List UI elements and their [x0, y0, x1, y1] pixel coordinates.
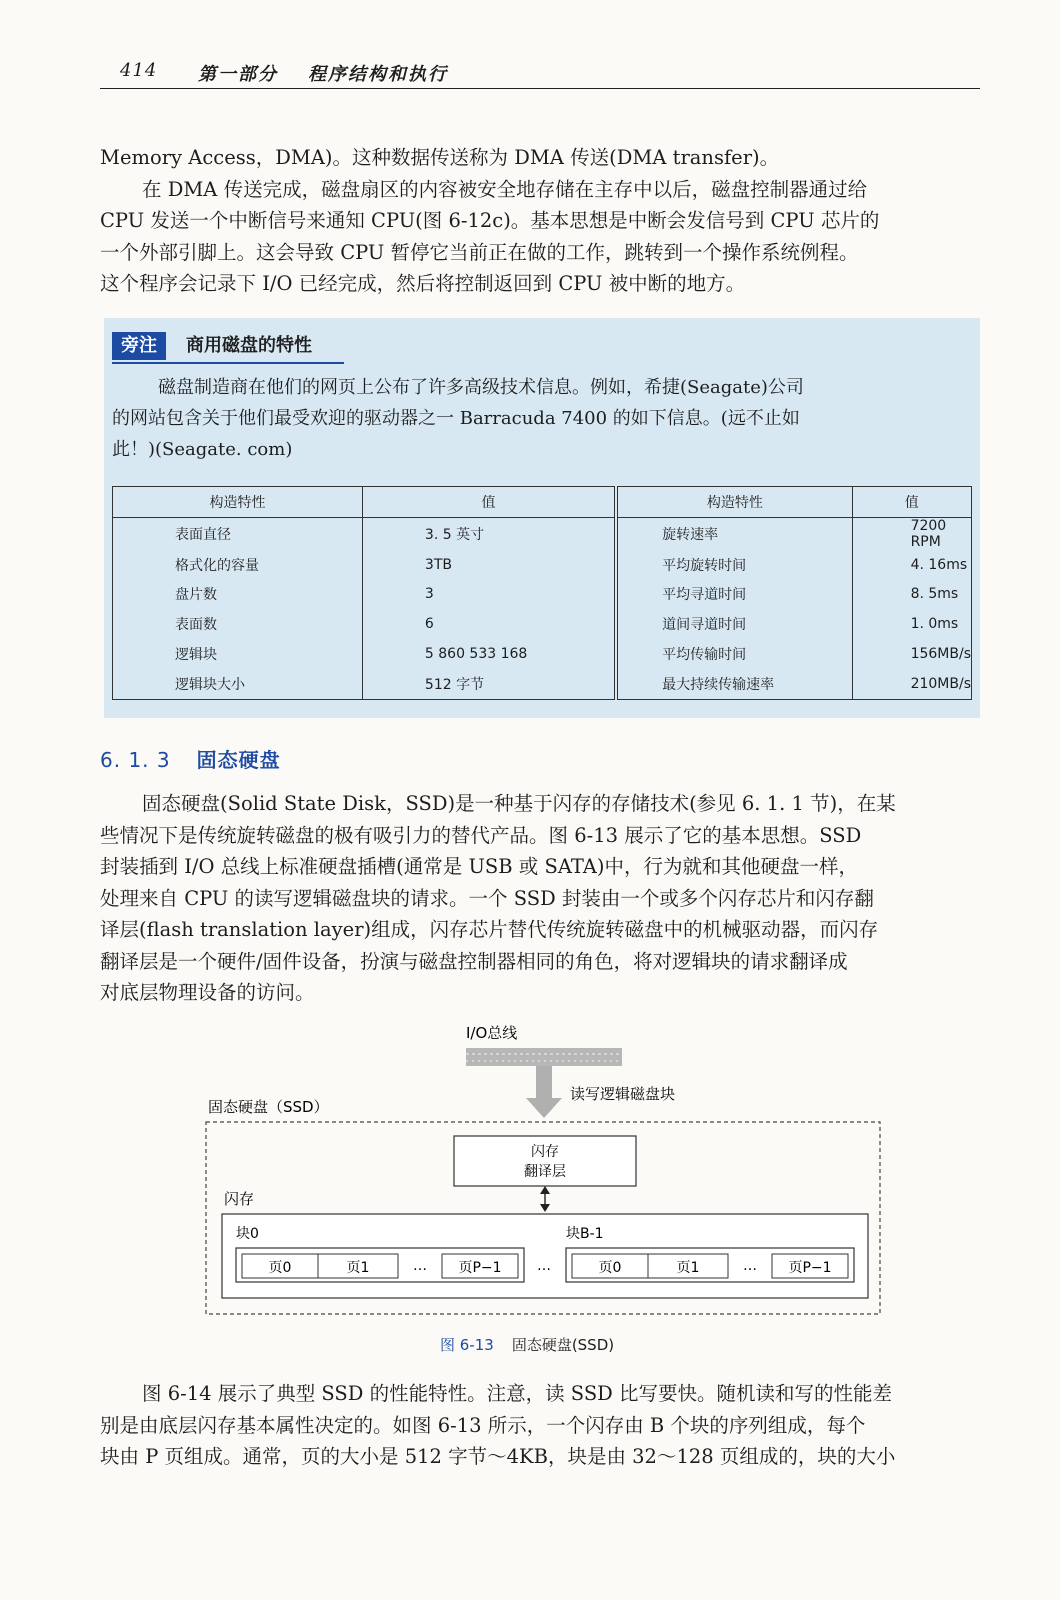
- table-cell: 7200 RPM: [910, 517, 947, 550]
- aside-line: 此！)(Seagate. com): [112, 439, 293, 460]
- table-cell: 最大持续传输速率: [616, 669, 852, 699]
- aside-text: [112, 372, 972, 465]
- table-cell: 156MB/s: [910, 646, 971, 663]
- text-line: 一个外部引脚上。这会导致 CPU 暂停它当前正在做的工作，跳转到一个操作系统例程。: [100, 240, 859, 264]
- block0-label: 块0: [236, 1226, 259, 1242]
- request-arrow-icon: [526, 1066, 562, 1118]
- table-cell: 5 860 533 168: [362, 639, 616, 669]
- part-title: 第一部分: [198, 64, 278, 85]
- flash-label: 闪存: [224, 1190, 255, 1208]
- figure-caption-text: 固态硬盘(SSD): [511, 1336, 615, 1354]
- pages-ellipsis: …: [743, 1258, 757, 1274]
- table-row: [113, 669, 972, 699]
- aside-line: 的网站包含关于他们最受欢迎的驱动器之一 Barracuda 7400 的如下信息。(远不止如: [112, 408, 800, 429]
- pageP-label: 页P−1: [458, 1260, 502, 1276]
- io-bus-label: I/O总线: [466, 1024, 518, 1042]
- table-cell: 6: [362, 609, 616, 639]
- blocks-ellipsis: …: [537, 1258, 551, 1274]
- table-row: [113, 609, 972, 639]
- page-number: 414: [120, 60, 158, 81]
- table-cell: 表面直径: [113, 517, 363, 550]
- table-header: 值: [852, 487, 971, 518]
- performance-paragraph: [100, 1378, 980, 1473]
- arrow-up-icon: [540, 1186, 550, 1194]
- section-number: 6. 1. 3: [100, 748, 171, 772]
- table-cell: 512 字节: [362, 669, 616, 699]
- table-cell: 3. 5 英寸: [362, 517, 616, 550]
- chapter-title: 程序结构和执行: [308, 64, 448, 85]
- table-cell: 1. 0ms: [910, 616, 959, 633]
- table-cell: 4. 16ms: [910, 556, 968, 573]
- io-bus-bar: [466, 1048, 622, 1066]
- disk-spec-table: [112, 486, 972, 700]
- table-cell: 8. 5ms: [910, 586, 959, 603]
- figure-caption: [440, 1334, 614, 1355]
- running-header: [100, 58, 980, 89]
- text-line: CPU 发送一个中断信号来通知 CPU(图 6-12c)。基本思想是中断会发信号到 CPU 芯片的: [100, 209, 880, 232]
- text-line: Memory Access，DMA)。这种数据传送称为 DMA 传送(DMA transfer)。: [100, 146, 780, 169]
- text-line: 翻译层是一个硬件/固件设备，扮演与磁盘控制器相同的角色，将对逻辑块的请求翻译成: [100, 949, 848, 973]
- table-cell: 210MB/s: [910, 675, 971, 692]
- ssd-diagram: [190, 1018, 890, 1330]
- text-line: 在 DMA 传送完成，磁盘扇区的内容被安全地存储在主存中以后，磁盘控制器通过给: [142, 177, 868, 201]
- pages-ellipsis: …: [413, 1258, 427, 1274]
- text-line: 处理来自 CPU 的读写逻辑磁盘块的请求。一个 SSD 封装由一个或多个闪存芯片和闪存翻: [100, 886, 874, 910]
- text-line: 块由 P 页组成。通常，页的大小是 512 字节～4KB，块是由 32～128 页组成的，块的大小: [100, 1445, 896, 1468]
- ftl-label-line2: 翻译层: [524, 1164, 566, 1180]
- aside-title: 商用磁盘的特性: [186, 335, 312, 356]
- text-line: 些情况下是传统旋转磁盘的极有吸引力的替代产品。图 6-13 展示了它的基本思想。SSD: [100, 823, 862, 847]
- table-cell: 旋转速率: [616, 517, 852, 550]
- page0-label: 页0: [268, 1260, 292, 1276]
- ssd-paragraph: [100, 788, 980, 1009]
- aside-box: [104, 318, 980, 718]
- table-cell: 平均传输时间: [616, 639, 852, 669]
- table-cell: 格式化的容量: [113, 550, 363, 580]
- table-header: 构造特性: [113, 487, 363, 518]
- text-line: 固态硬盘(Solid State Disk，SSD)是一种基于闪存的存储技术(参见 6. 1. 1 节)，在某: [142, 792, 896, 815]
- table-cell: 逻辑块大小: [113, 669, 363, 699]
- ssd-label: 固态硬盘（SSD）: [208, 1098, 329, 1116]
- page1-label: 页1: [346, 1260, 370, 1276]
- table-row: [113, 550, 972, 580]
- section-title: 固态硬盘: [196, 748, 281, 772]
- text-line: 图 6-14 展示了典型 SSD 的性能特性。注意，读 SSD 比写要快。随机读和写的性能差: [142, 1382, 893, 1405]
- aside-line: 磁盘制造商在他们的网页上公布了许多高级技术信息。例如，希捷(Seagate)公司: [158, 377, 804, 398]
- text-line: 这个程序会记录下 I/O 已经完成，然后将控制返回到 CPU 被中断的地方。: [100, 272, 746, 295]
- table-cell: 道间寻道时间: [616, 609, 852, 639]
- table-header: 值: [362, 487, 616, 518]
- table-cell: 逻辑块: [113, 639, 363, 669]
- request-label: 读写逻辑磁盘块: [570, 1085, 676, 1103]
- table-cell: 盘片数: [113, 580, 363, 610]
- table-row: [113, 517, 972, 550]
- text-line: 对底层物理设备的访问。: [100, 981, 315, 1004]
- table-cell: 平均旋转时间: [616, 550, 852, 580]
- table-cell: 平均寻道时间: [616, 580, 852, 610]
- intro-paragraph: [100, 142, 980, 300]
- table-cell: 表面数: [113, 609, 363, 639]
- table-cell: 3: [362, 580, 616, 610]
- ftl-label-line1: 闪存: [531, 1144, 559, 1160]
- text-line: 译层(flash translation layer)组成，闪存芯片替代传统旋转磁盘中的机械驱动器，而闪存: [100, 918, 879, 941]
- table-row: [113, 639, 972, 669]
- aside-rule: [112, 362, 344, 364]
- text-line: 别是由底层闪存基本属性决定的。如图 6-13 所示，一个闪存由 B 个块的序列组成，每个: [100, 1413, 866, 1437]
- pageP-label: 页P−1: [788, 1260, 832, 1276]
- section-heading: [100, 744, 281, 773]
- page1-label: 页1: [676, 1260, 700, 1276]
- blockB-label: 块B-1: [566, 1226, 604, 1242]
- text-line: 封装插到 I/O 总线上标准硬盘插槽(通常是 USB 或 SATA)中，行为就和其他硬盘一样，: [100, 855, 858, 878]
- page0-label: 页0: [598, 1260, 622, 1276]
- table-header-row: [113, 487, 972, 518]
- table-header: 构造特性: [616, 487, 852, 518]
- table-cell: 3TB: [362, 550, 616, 580]
- table-row: [113, 580, 972, 610]
- figure-number: 图 6-13: [440, 1336, 494, 1354]
- arrow-down-icon: [540, 1204, 550, 1212]
- aside-tag: 旁注: [112, 332, 166, 360]
